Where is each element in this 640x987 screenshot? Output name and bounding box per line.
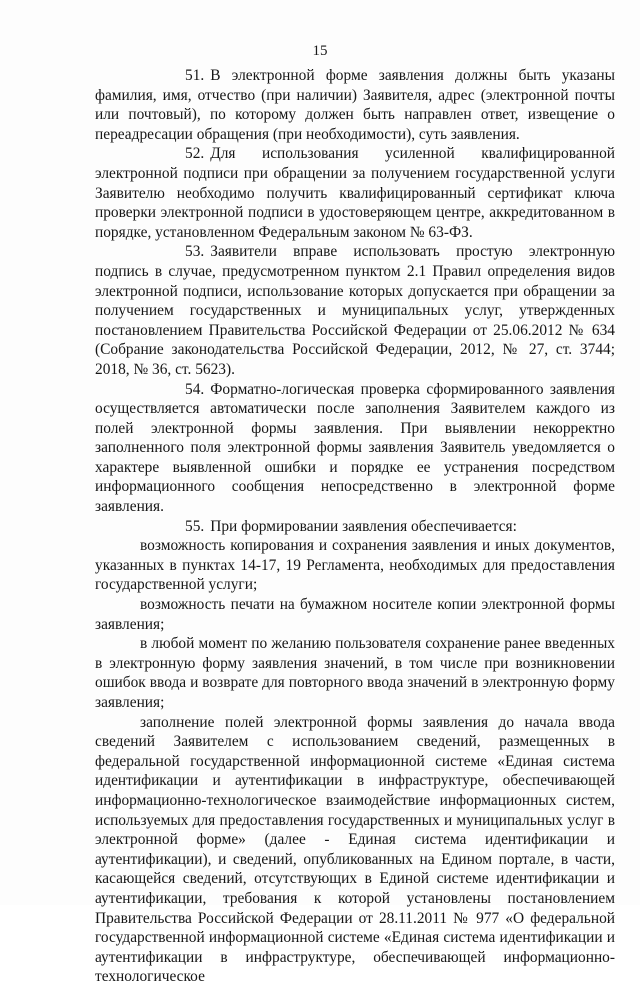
list-item-save-values bbox=[95, 634, 615, 712]
paragraph-number: 54. bbox=[185, 380, 205, 398]
list-item-print bbox=[95, 595, 615, 634]
document-body bbox=[95, 66, 615, 987]
paragraph-text: В электронной форме заявления должны быть указаны фамилия, имя, отчество (при наличии) Заявителя, адрес (электронной почты или почтовый), по которому должен быть направлен ответ, извещение о переадресации обращения (при необходимости), суть заявления. bbox=[95, 67, 615, 143]
paragraph-52 bbox=[95, 144, 615, 242]
paragraph-text: заполнение полей электронной формы заявления до начала ввода сведений Заявителем с использованием сведений, размещенных в федеральной государственной информационной системе «Единая система идентификации и аутентификации в инфраструктуре, обеспечивающей информационно-технологическое взаимодействие информационных систем, используемых для предоставления государственных и муниципальных услуг в электронной форме» (далее - Единая система идентификации и аутентификации), и сведений, опубликованных на Едином портале, в части, касающейся сведений, отсутствующих в Единой системе идентификации и аутентификации, требования к которой установлены постановлением Правительства Российской Федерации от 28.11.2011 № 977 «О федеральной государственной информационной системе «Единая система идентификации и аутентификации в инфраструктуре, обеспечивающей информационно-технологическое bbox=[95, 713, 615, 986]
paragraph-54 bbox=[95, 380, 615, 517]
list-item-copy-save bbox=[95, 536, 615, 595]
paragraph-51 bbox=[95, 66, 615, 144]
paragraph-text: возможность печати на бумажном носителе копии электронной формы заявления; bbox=[95, 596, 615, 633]
paragraph-text: Заявители вправе использовать простую электронную подпись в случае, предусмотренном пунктом 2.1 Правил определения видов электронной подписи, использование которых допускается при обращении за получением государственных и муниципальных услуг, утвержденных постановлением Правительства Российской Федерации от 25.06.2012 № 634 (Собрание законодательства Российской Федерации, 2012, № 27, ст. 3744; 2018, № 36, ст. 5623). bbox=[95, 243, 615, 378]
paragraph-number: 52. bbox=[185, 145, 205, 163]
paragraph-text: Для использования усиленной квалифицированной электронной подписи при обращении за получением государственной услуги Заявителю необходимо получить квалифицированный сертификат ключа проверки электронной подписи в удостоверяющем центре, аккредитованном в порядке, установленном Федеральным законом № 63-ФЗ. bbox=[95, 145, 615, 241]
paragraph-number: 51. bbox=[185, 67, 205, 84]
paragraph-55 bbox=[95, 517, 615, 537]
paragraph-text: При формировании заявления обеспечивается: bbox=[210, 517, 517, 535]
paragraph-number: 53. bbox=[185, 243, 205, 261]
list-item-autofill bbox=[95, 713, 615, 987]
paragraph-text: в любой момент по желанию пользователя сохранение ранее введенных в электронную форму заявления значений, в том числе при возникновении ошибок ввода и возврате для повторного ввода значений в электронную форму заявления; bbox=[95, 635, 615, 711]
paragraph-text: возможность копирования и сохранения заявления и иных документов, указанных в пунктах 14-17, 19 Регламента, необходимых для предоставления государственной услуги; bbox=[95, 537, 615, 594]
paragraph-53 bbox=[95, 242, 615, 379]
paragraph-number: 55. bbox=[185, 517, 205, 535]
paragraph-text: Форматно-логическая проверка сформированного заявления осуществляется автоматически после заполнения Заявителем каждого из полей электронной формы заявления. При выявлении некорректно заполненного поля электронной формы заявления Заявитель уведомляется о характере выявленной ошибки и порядке ее устранения посредством информационного сообщения непосредственно в электронной форме заявления. bbox=[95, 380, 615, 516]
page-number: 15 bbox=[312, 43, 328, 59]
